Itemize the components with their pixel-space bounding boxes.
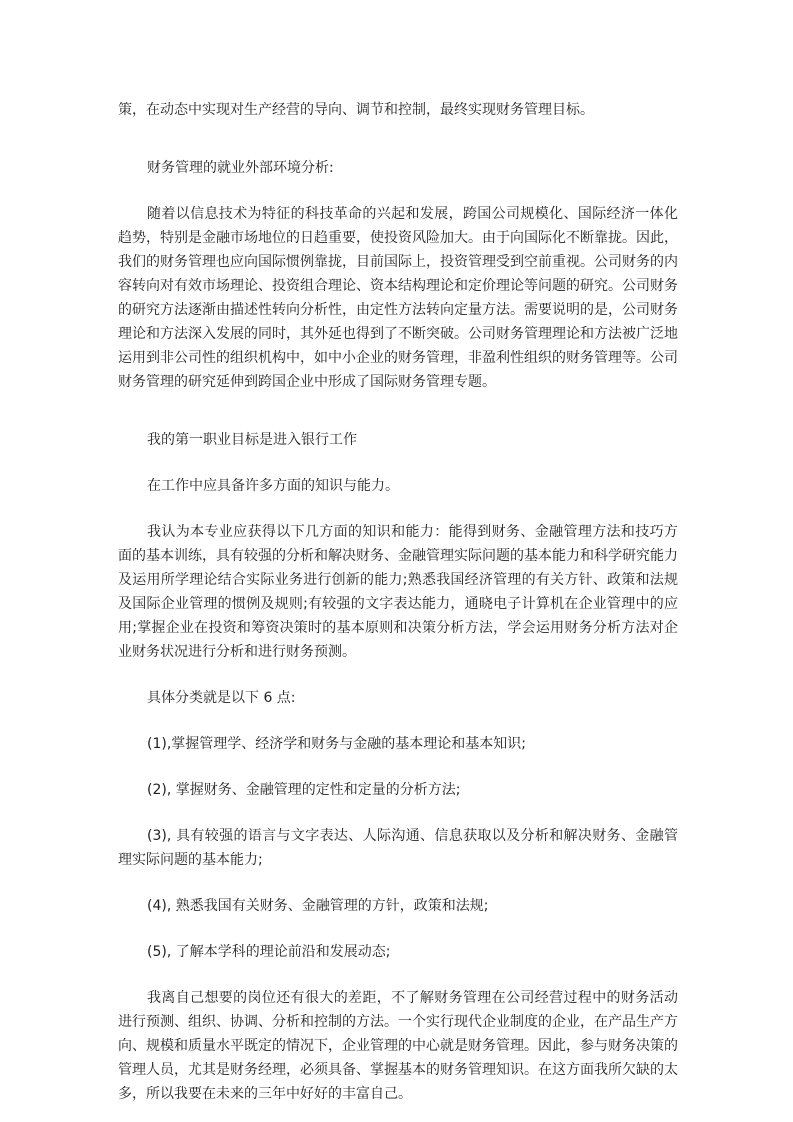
list-intro: 具体分类就是以下 6 点: xyxy=(147,690,296,706)
list-item-1: (1),掌握管理学、经济学和财务与金融的基本理论和基本知识; xyxy=(147,736,526,752)
paragraph-environment-analysis: 随着以信息技术为特征的科技革命的兴起和发展，跨国公司规模化、国际经济一体化趋势，特别是金融市场地位的日趋重要，使投资风险加大。由于向国际化不断靠拢。因此，我们的财务管理也应向国际惯例靠拢，目前国际上，投资管理受到空前重视。公司财务的内容转向对有效市场理论、投资组合理论、资本结构理论和定价理论等问题的研究。公司财务的研究方法逐渐由描述性转向分析性，由定性方法转向定量方法。需要说明的是，公司财务理论和方法深入发展的同时，其外延也得到了不断突破。公司财务管理理论和方法被广泛地运用到非公司性的组织机构中，如中小企业的财务管理，非盈利性组织的财务管理等。公司财务管理的研究延伸到跨国企业中形成了国际财务管理专题。 xyxy=(118,206,678,390)
section-heading-career-goal: 我的第一职业目标是进入银行工作 xyxy=(147,432,357,448)
list-item-5: (5), 了解本学科的理论前沿和发展动态; xyxy=(147,944,391,960)
list-item-4: (4), 熟悉我国有关财务、金融管理的方针，政策和法规; xyxy=(147,898,489,914)
list-item-2: (2), 掌握财务、金融管理的定性和定量的分析方法; xyxy=(147,782,461,798)
list-item-3: (3), 具有较强的语言与文字表达、人际沟通、信息获取以及分析和解决财务、金融管理实际问题的基本能力; xyxy=(118,828,678,868)
paragraph-self-assessment: 我离自己想要的岗位还有很大的差距，不了解财务管理在公司经营过程中的财务活动进行预测、组织、协调、分析和控制的方法。一个实行现代企业制度的企业，在产品生产方向、规模和质量水平既定的情况下，企业管理的中心就是财务管理。因此，参与财务决策的管理人员，尤其是财务经理，必须具备、掌握基本的财务管理知识。在这方面我所欠缺的太多，所以我要在未来的三年中好好的丰富自己。 xyxy=(118,990,678,1102)
paragraph-knowledge-intro: 在工作中应具备许多方面的知识与能力。 xyxy=(147,478,399,494)
paragraph-continuation: 策，在动态中实现对生产经营的导向、调节和控制，最终实现财务管理目标。 xyxy=(118,102,594,118)
section-heading-environment: 财务管理的就业外部环境分析: xyxy=(147,160,334,176)
paragraph-knowledge-abilities: 我认为本专业应获得以下几方面的知识和能力：能得到财务、金融管理方法和技巧方面的基本训练，具有较强的分析和解决财务、金融管理实际问题的基本能力和科学研究能力及运用所学理论结合实际业务进行创新的能力;熟悉我国经济管理的有关方针、政策和法规及国际企业管理的惯例及规则;有较强的文字表达能力，通晓电子计算机在企业管理中的应用;掌握企业在投资和筹资决策时的基本原则和决策分析方法，学会运用财务分析方法对企业财务状况进行分析和进行财务预测。 xyxy=(118,524,678,660)
document-body xyxy=(118,98,678,1106)
